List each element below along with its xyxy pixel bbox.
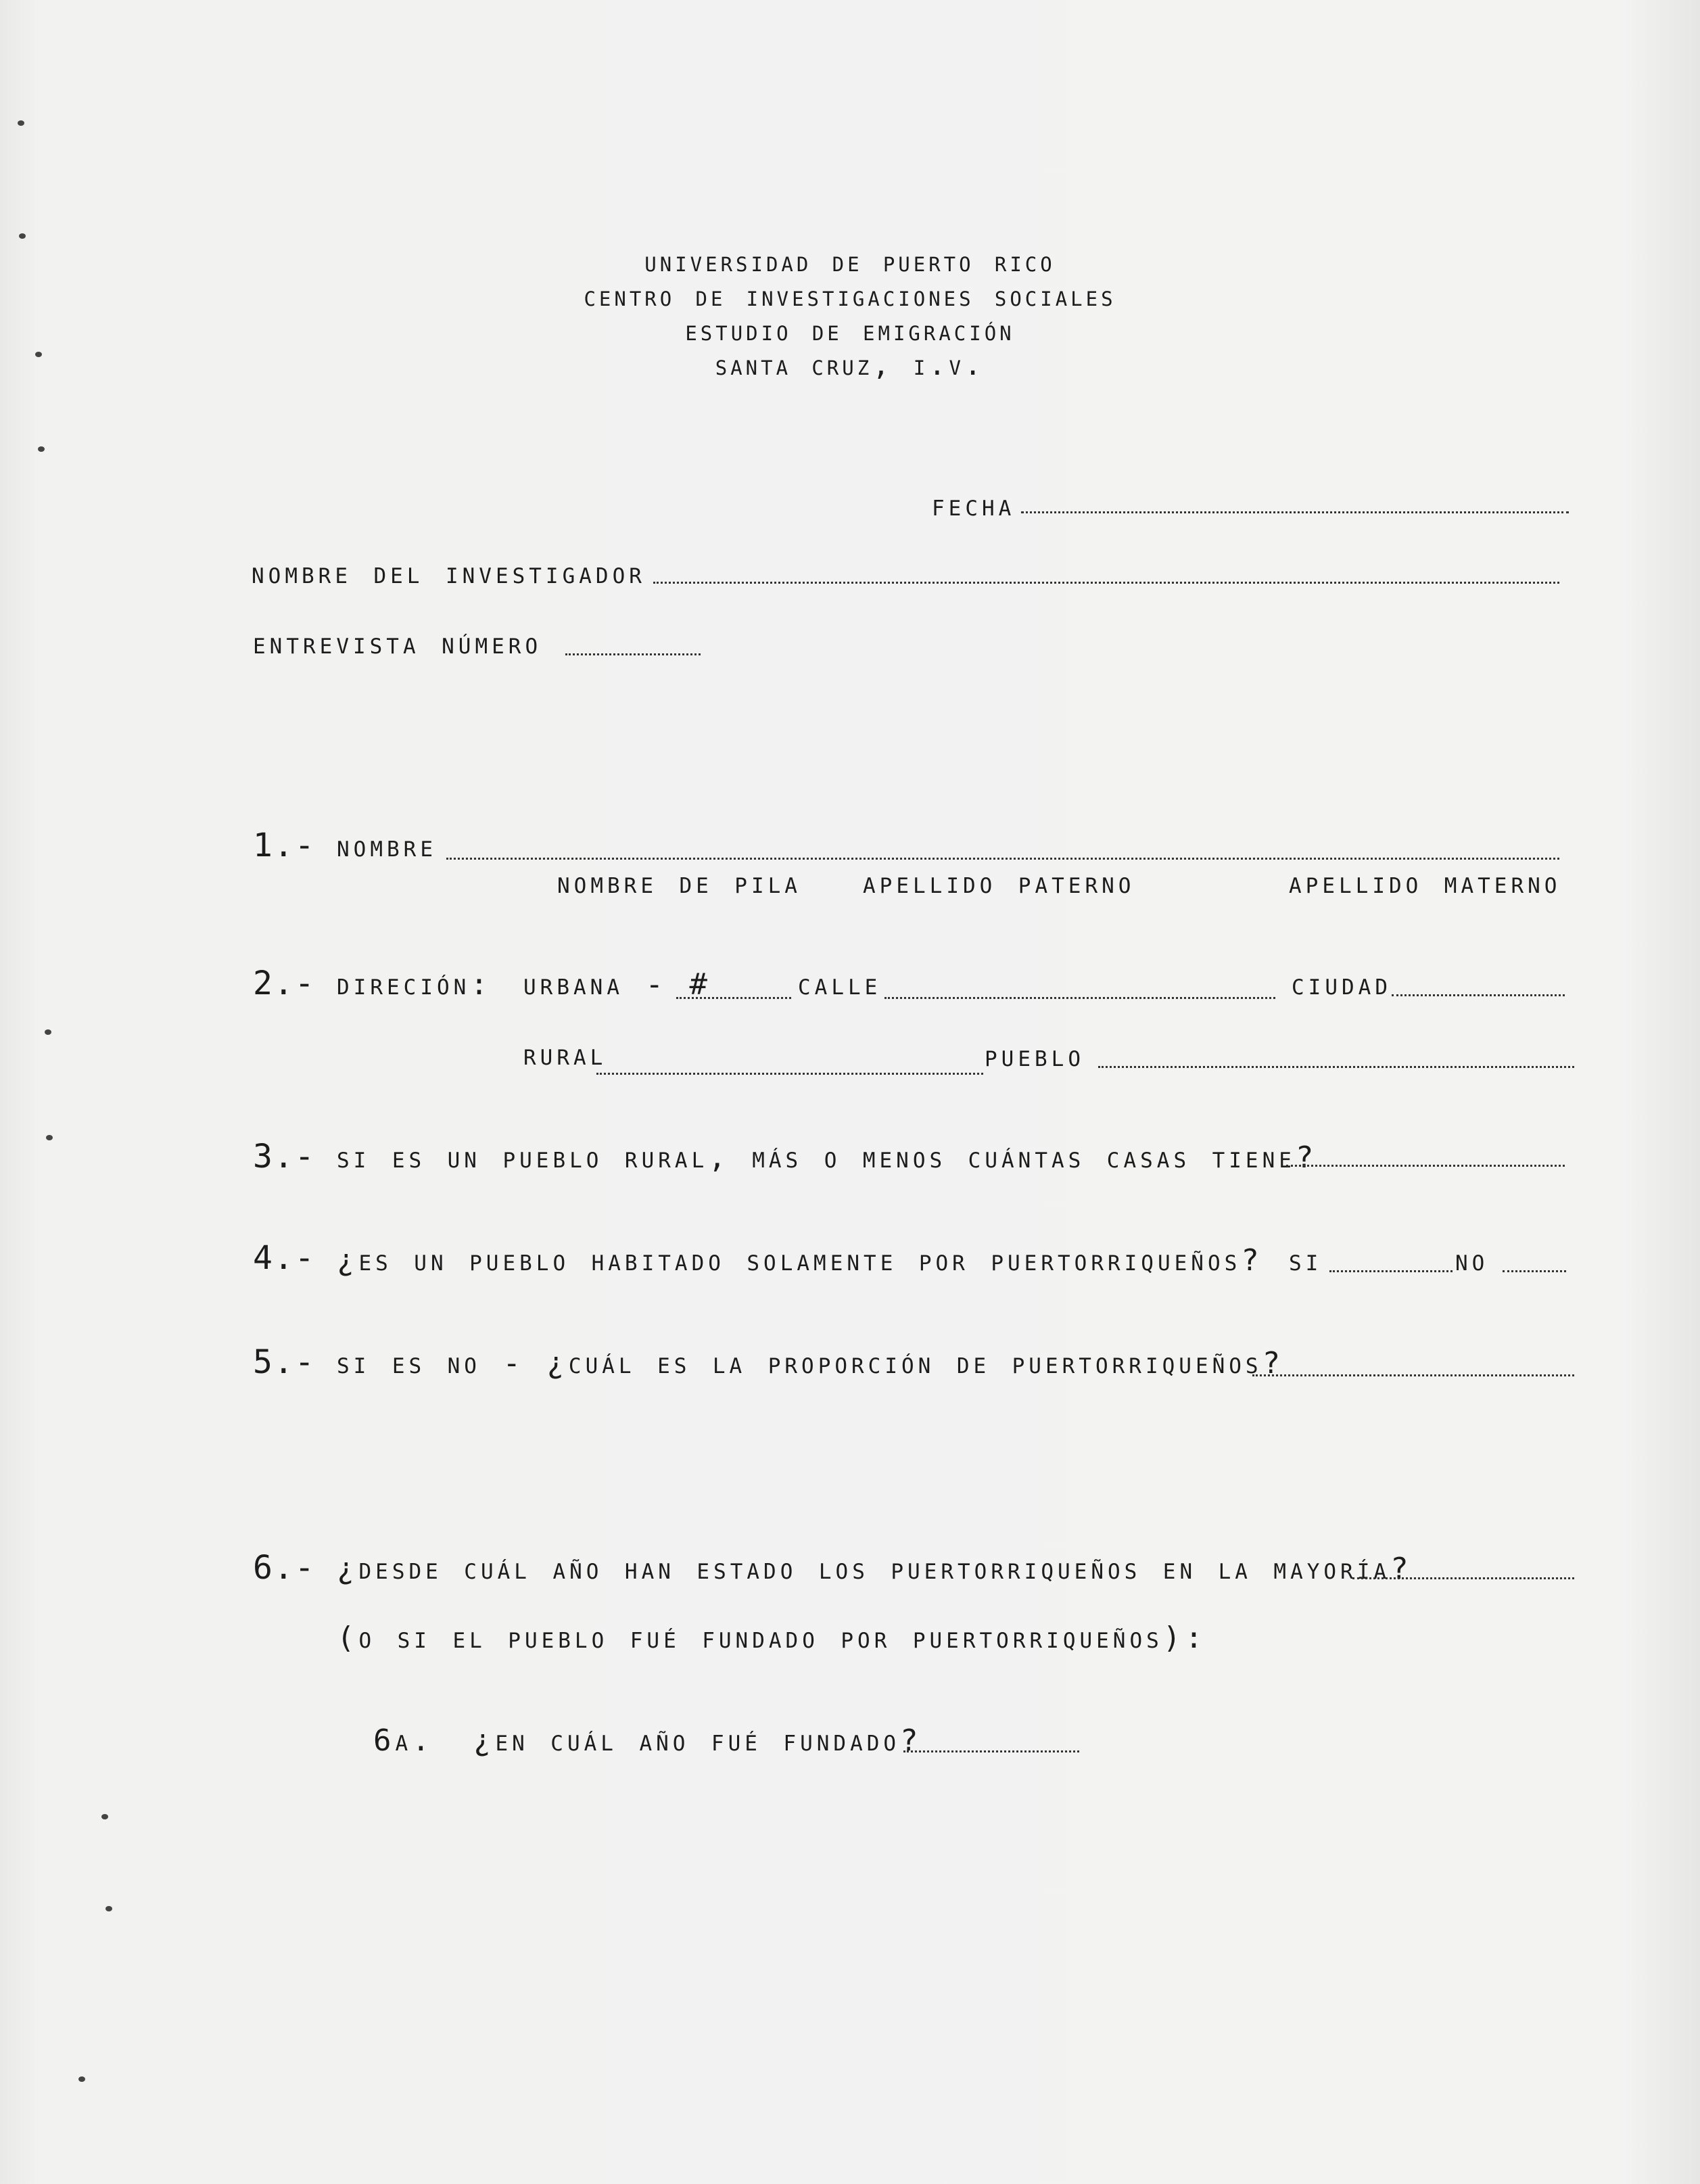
header-location: santa cruz, i.v.: [715, 348, 985, 381]
punch-mark: [45, 1029, 51, 1035]
q4-si-label: si: [1289, 1243, 1323, 1278]
q2-number: 2.-: [253, 965, 316, 1002]
header-university: universidad de puerto rico: [644, 245, 1056, 278]
punch-mark: [18, 120, 24, 126]
q4-no-field[interactable]: [1503, 1270, 1566, 1272]
punch-mark: [105, 1906, 112, 1911]
q5-number: 5.-: [253, 1343, 316, 1381]
q3-text: si es un pueblo rural, más o menos cuántas casas tiene?: [337, 1140, 1318, 1175]
q3-number: 3.-: [253, 1138, 316, 1176]
q1-name-field[interactable]: [446, 858, 1559, 860]
q6-subtext: (o si el pueblo fué fundado por puertorriqueños):: [337, 1621, 1207, 1655]
q6a-number: 6a.: [373, 1723, 434, 1758]
investigador-field[interactable]: [653, 582, 1559, 584]
punch-mark: [19, 233, 26, 239]
entrevista-label: entrevista número: [253, 626, 542, 661]
header-center: centro de investigaciones sociales: [584, 279, 1116, 312]
header-study: estudio de emigración: [685, 314, 1015, 347]
punch-mark: [46, 1135, 53, 1140]
q6-text: ¿desde cuál año han estado los puertorriqueños en la mayoría?: [337, 1552, 1413, 1586]
q1-sub-nombre-de-pila: nombre de pila: [557, 866, 801, 900]
q2-ciudad-field[interactable]: [1392, 994, 1565, 996]
q2-ciudad-label: ciudad: [1292, 967, 1392, 1002]
q4-number: 4.-: [253, 1239, 316, 1277]
investigador-label: nombre del investigador: [252, 556, 646, 590]
entrevista-field[interactable]: [565, 653, 701, 655]
q2-urbana-label: urbana - #: [523, 967, 711, 1002]
punch-mark: [101, 1814, 108, 1819]
fecha-field[interactable]: [1021, 511, 1569, 513]
q2-label: direción:: [337, 967, 492, 1002]
q4-no-label: no: [1455, 1243, 1489, 1278]
q6a-text: ¿en cuál año fué fundado?: [473, 1723, 922, 1758]
q6-answer-field[interactable]: [1352, 1577, 1574, 1579]
q2-house-number-field[interactable]: [676, 997, 791, 999]
q6a-answer-field[interactable]: [903, 1750, 1079, 1752]
q2-calle-field[interactable]: [884, 997, 1275, 999]
q2-pueblo-field[interactable]: [1098, 1066, 1574, 1068]
q3-answer-field[interactable]: [1286, 1165, 1565, 1167]
q6-number: 6.-: [253, 1549, 316, 1587]
q4-si-field[interactable]: [1329, 1270, 1453, 1272]
q2-calle-label: calle: [798, 967, 882, 1002]
q2-pueblo-label: pueblo: [985, 1039, 1085, 1073]
q2-rural-label: rural: [523, 1038, 607, 1072]
q1-number: 1.-: [253, 827, 316, 864]
q5-answer-field[interactable]: [1252, 1374, 1574, 1376]
punch-mark: [78, 2076, 85, 2082]
q4-text: ¿es un pueblo habitado solamente por puertorriqueños?: [337, 1243, 1263, 1278]
q2-rural-field[interactable]: [596, 1073, 983, 1075]
punch-mark: [38, 446, 45, 452]
q1-sub-apellido-paterno: apellido paterno: [863, 866, 1135, 900]
q1-sub-apellido-materno: apellido materno: [1289, 866, 1561, 900]
q1-label: nombre: [337, 829, 437, 864]
fecha-label: fecha: [932, 488, 1016, 523]
q5-text: si es no - ¿cuál es la proporción de puertorriqueños?: [337, 1346, 1285, 1380]
